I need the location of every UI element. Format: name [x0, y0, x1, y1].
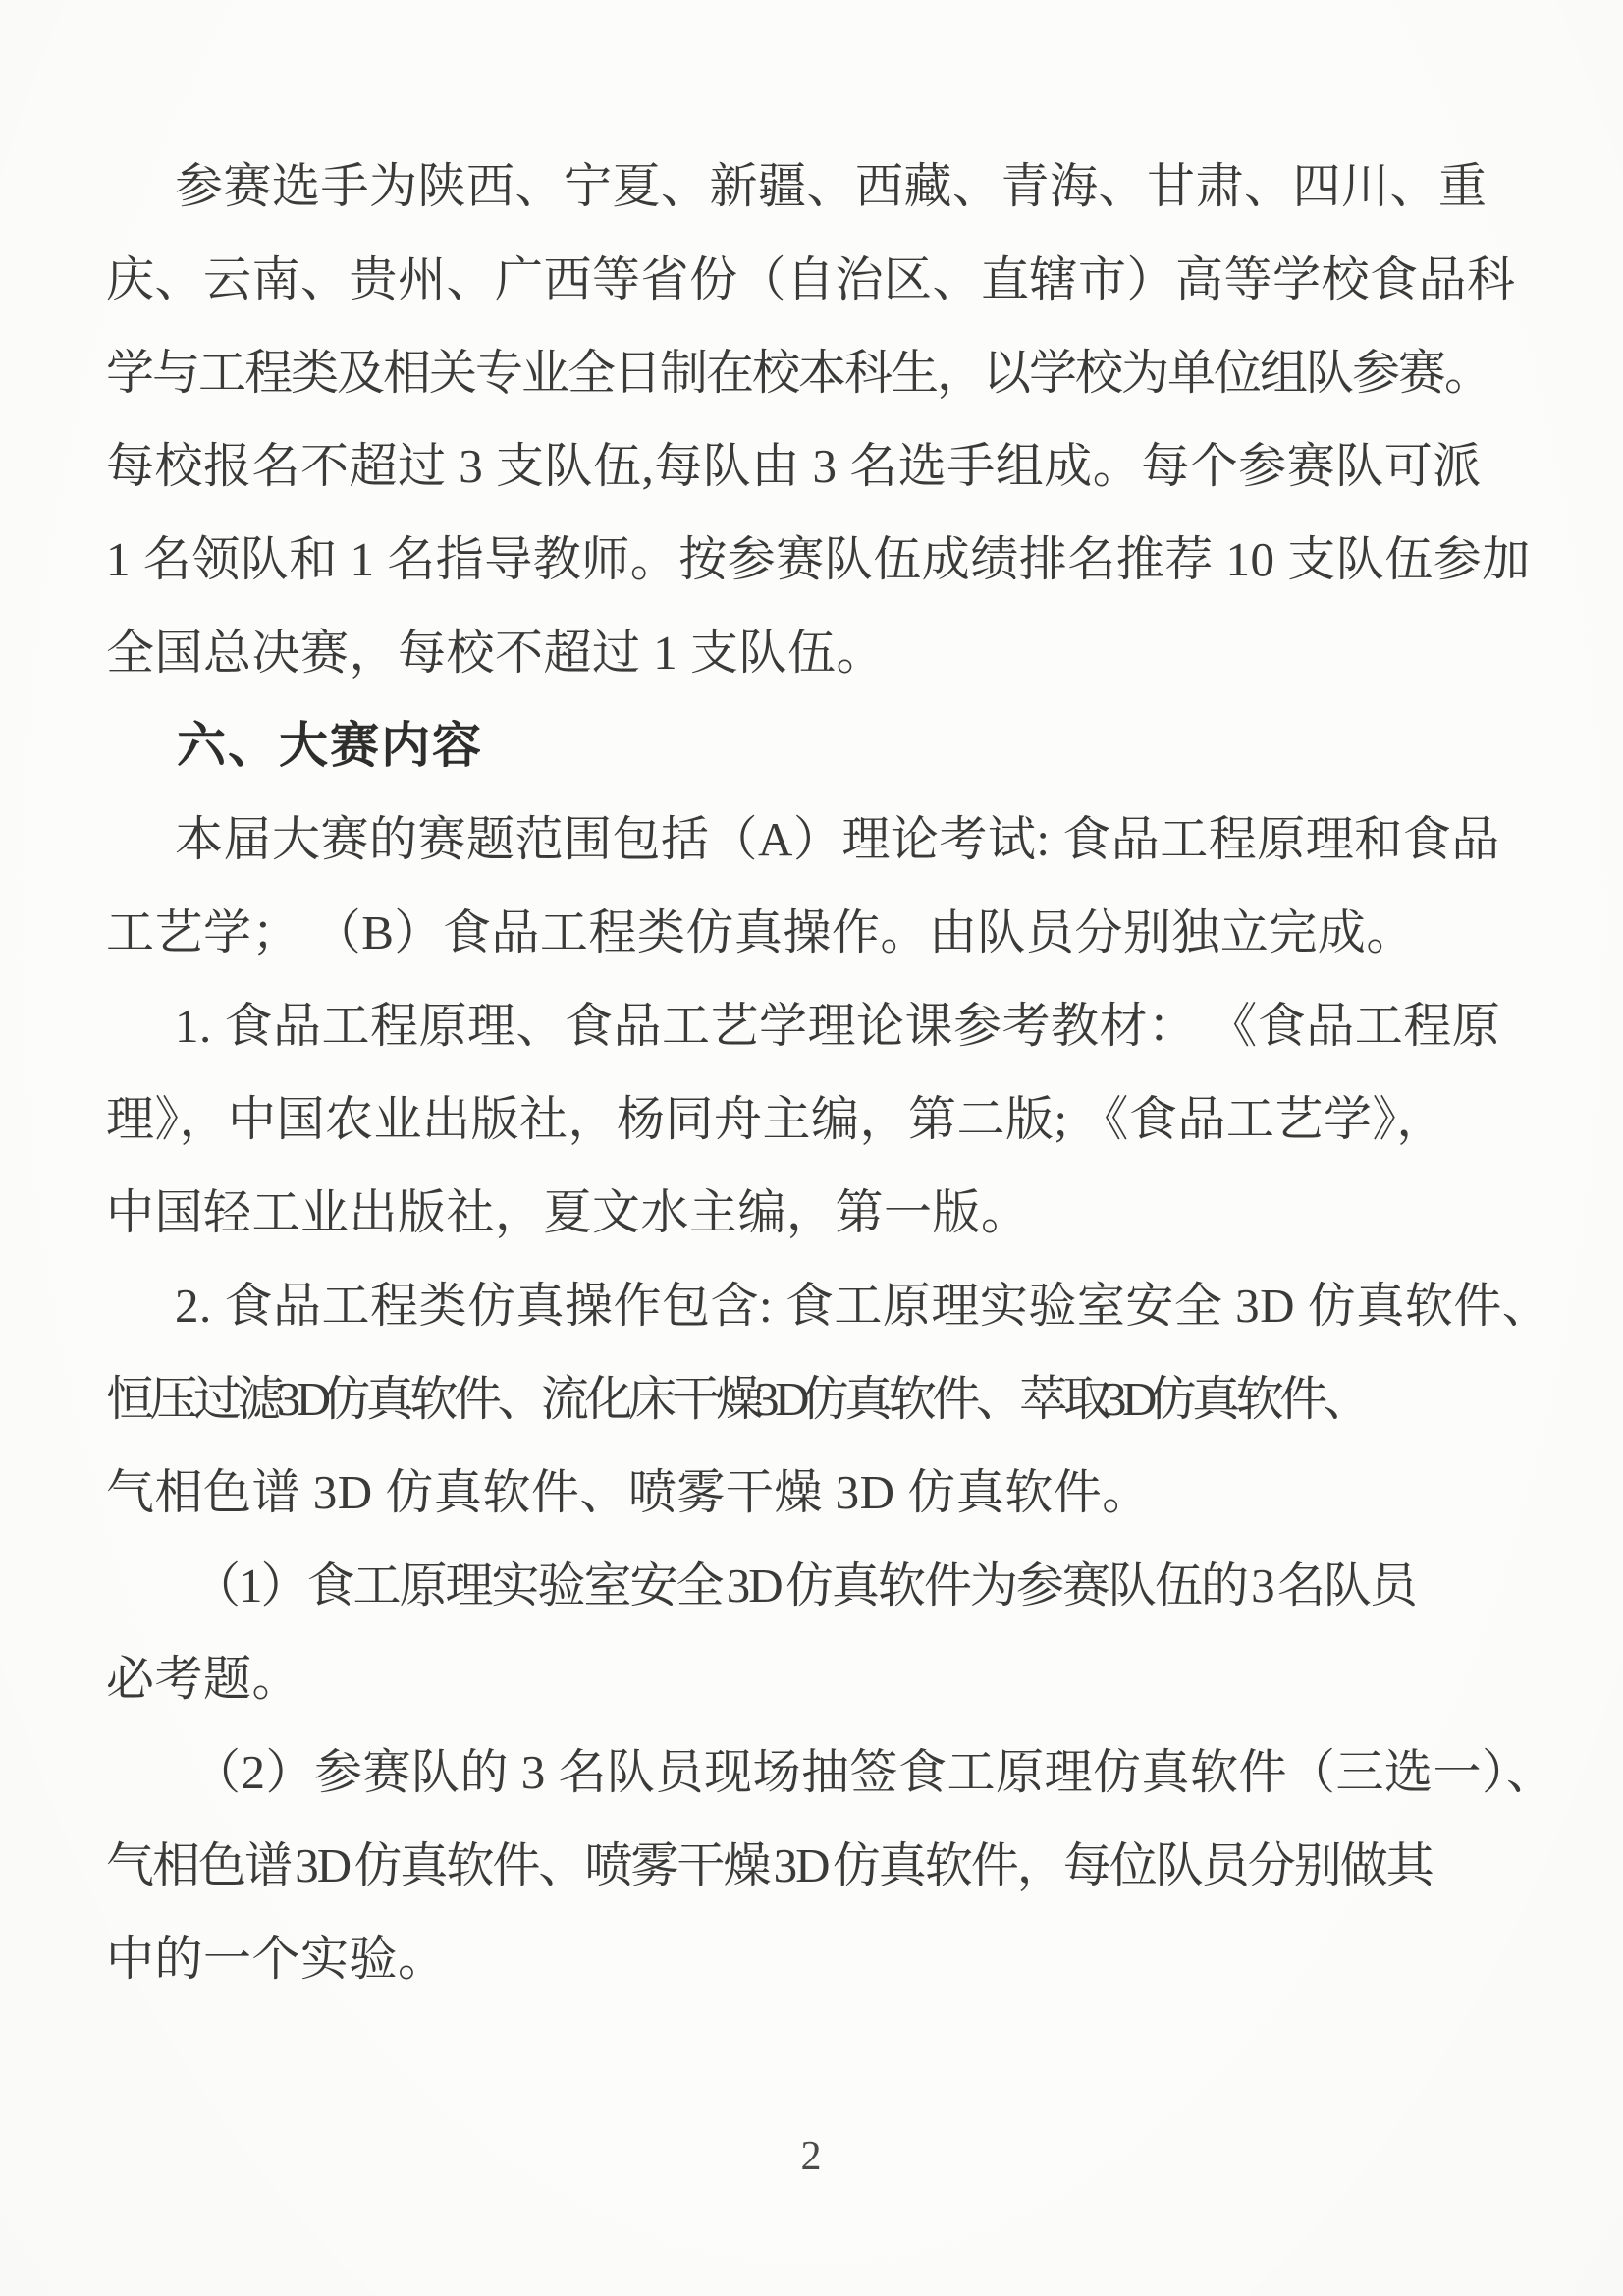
text-line: 中国轻工业出版社，夏文水主编，第一版。 — [106, 1185, 1030, 1239]
text-line: 1 名领队和 1 名指导教师。按参赛队伍成绩排名推荐 10 支队伍参加 — [106, 532, 1531, 586]
paragraph-sub-item-2 — [106, 1725, 1555, 2005]
paragraph-intro — [106, 139, 1531, 699]
text-line: （2）参赛队的 3 名队员现场抽签食工原理仿真软件（三选一）、 — [192, 1745, 1555, 1799]
text-line: 2. 食品工程类仿真操作包含: 食工原理实验室安全 3D 仿真软件、 — [175, 1279, 1551, 1333]
text-line: 理》，中国农业出版社，杨同舟主编，第二版; 《食品工艺学》， — [106, 1092, 1445, 1146]
page-number: 2 — [800, 2134, 823, 2179]
text-line: 气相色谱 3D 仿真软件、喷雾干燥 3D 仿真软件，每位队员分别做其 — [106, 1838, 1433, 1892]
text-line: 庆、云南、贵州、广西等省份（自治区、直辖市）高等学校食品科 — [106, 252, 1516, 306]
text-line: 参赛选手为陕西、宁夏、新疆、西藏、青海、甘肃、四川、重 — [175, 159, 1488, 213]
page-content — [106, 139, 1555, 2005]
section-heading: 六、大赛内容 — [177, 718, 483, 773]
text-line: 每校报名不超过 3 支队伍,每队由 3 名选手组成。每个参赛队可派 — [106, 439, 1482, 493]
text-line: 中的一个实验。 — [106, 1932, 447, 1986]
text-line: 工艺学； （B）食品工程类仿真操作。由队员分别独立完成。 — [106, 905, 1415, 959]
text-line: 本届大赛的赛题范围包括（A）理论考试: 食品工程原理和食品 — [175, 812, 1500, 866]
text-line: 1. 食品工程原理、食品工艺学理论课参考教材： 《食品工程原 — [175, 999, 1501, 1053]
paragraph-sub-item-1 — [106, 1539, 1517, 1725]
text-line: 必考题。 — [106, 1652, 301, 1706]
paragraph-item-1 — [106, 979, 1517, 1259]
text-line: 全国总决赛，每校不超过 1 支队伍。 — [106, 626, 886, 680]
paragraph-section-intro — [106, 793, 1517, 979]
text-line: 气相色谱 3D 仿真软件、喷雾干燥 3D 仿真软件。 — [106, 1465, 1151, 1519]
paragraph-item-2 — [106, 1259, 1551, 1539]
text-line: （1）食工原理实验室安全 3D 仿真软件为参赛队伍的 3 名队员 — [192, 1558, 1416, 1613]
text-line: 恒压过滤 3D 仿真软件、流化床干燥 3D 仿真软件、萃取 3D 仿真软件、 — [106, 1372, 1368, 1426]
text-line: 学与工程类及相关专业全日制在校本科生，以学校为单位组队参赛。 — [106, 346, 1491, 400]
